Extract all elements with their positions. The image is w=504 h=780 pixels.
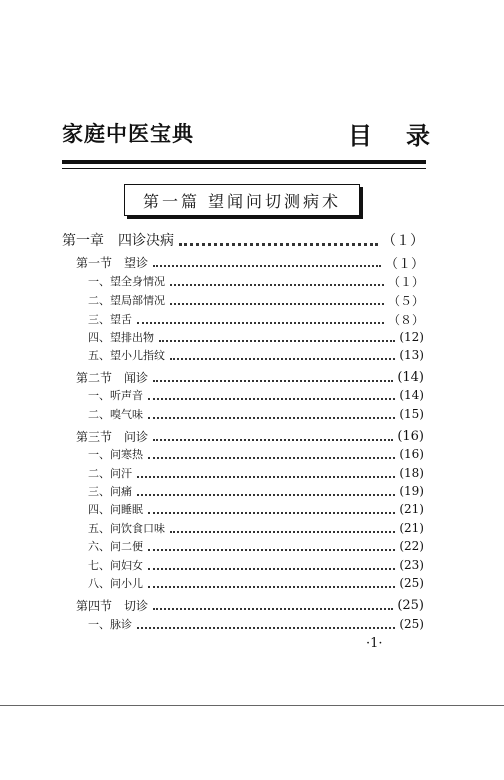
toc-entry-page: (25) xyxy=(399,576,424,590)
toc-leader-dots xyxy=(148,415,395,419)
page-heading-second-char: 录 xyxy=(406,122,430,150)
toc-entry-page: (16) xyxy=(397,428,424,444)
toc-leader-dots xyxy=(137,492,395,496)
toc-entry-item xyxy=(88,290,424,310)
toc-entry-item xyxy=(88,481,424,501)
toc-leader-dots xyxy=(148,547,395,551)
toc-entry-label: 八、问小儿 xyxy=(88,577,143,590)
toc-entry-label: 第一章 四诊决病 xyxy=(62,233,174,249)
toc-entry-page: (15) xyxy=(399,407,424,421)
toc-leader-dots xyxy=(137,320,384,324)
toc-entry-page: (21) xyxy=(399,521,424,535)
toc-entry-section xyxy=(76,252,424,272)
toc-entry-page: (16) xyxy=(399,447,424,461)
toc-entry-section xyxy=(76,367,424,387)
toc-entry-chapter xyxy=(62,230,424,250)
toc-leader-dots xyxy=(148,584,395,588)
toc-entry-page: （１） xyxy=(382,233,424,249)
toc-leader-dots xyxy=(179,240,378,246)
toc-entry-label: 五、问饮食口味 xyxy=(88,522,165,535)
toc-entry-section xyxy=(76,426,424,446)
toc-entry-page: (14) xyxy=(397,369,424,385)
toc-entry-item xyxy=(88,573,424,593)
toc-entry-page: (25) xyxy=(397,597,424,613)
toc-entry-label: 三、问痛 xyxy=(88,485,132,498)
toc-entry-item xyxy=(88,309,424,329)
book-title: 家庭中医宝典 xyxy=(62,122,194,146)
toc-leader-dots xyxy=(159,338,395,342)
toc-entry-label: 四、望排出物 xyxy=(88,331,154,344)
toc-leader-dots xyxy=(148,455,395,459)
toc-leader-dots xyxy=(170,282,384,286)
toc-entry-label: 一、望全身情况 xyxy=(88,275,165,288)
toc-entry-page: (21) xyxy=(399,502,424,516)
toc-entry-item xyxy=(88,327,424,347)
toc-entry-label: 一、听声音 xyxy=(88,389,143,402)
toc-entry-page: （５） xyxy=(387,293,424,308)
toc-entry-item xyxy=(88,614,424,634)
toc-entry-item xyxy=(88,499,424,519)
toc-entry-item xyxy=(88,463,424,483)
toc-entry-item xyxy=(88,345,424,365)
toc-entry-page: (12) xyxy=(399,330,424,344)
toc-entry-label: 二、问汗 xyxy=(88,467,132,480)
toc-leader-dots xyxy=(170,529,395,533)
toc-entry-page: （１） xyxy=(387,274,424,289)
toc-leader-dots xyxy=(148,566,395,570)
toc-entry-label: 五、望小儿指纹 xyxy=(88,349,165,362)
toc-leader-dots xyxy=(153,378,393,382)
toc-entry-label: 三、望舌 xyxy=(88,313,132,326)
toc-entry-section xyxy=(76,595,424,615)
toc-leader-dots xyxy=(137,474,395,478)
toc-entry-label: 第四节 切诊 xyxy=(76,598,149,613)
bottom-rule xyxy=(0,705,504,706)
toc-entry-label: 二、嗅气味 xyxy=(88,408,143,421)
toc-entry-item xyxy=(88,536,424,556)
toc-entry-page: (25) xyxy=(399,617,424,631)
toc-entry-label: 一、问寒热 xyxy=(88,448,143,461)
toc-entry-item xyxy=(88,518,424,538)
toc-entry-label: 二、望局部情况 xyxy=(88,294,165,307)
toc-leader-dots xyxy=(137,625,395,629)
toc-entry-page: (13) xyxy=(399,348,424,362)
toc-entry-label: 第一节 望诊 xyxy=(76,255,149,270)
toc-entry-item xyxy=(88,444,424,464)
toc-leader-dots xyxy=(148,510,395,514)
toc-entry-item xyxy=(88,404,424,424)
toc-entry-page: (14) xyxy=(399,388,424,402)
toc-entry-page: （８） xyxy=(387,312,424,327)
toc-leader-dots xyxy=(153,263,381,267)
toc-leader-dots xyxy=(170,301,384,305)
toc-entry-label: 第二节 闻诊 xyxy=(76,370,149,385)
toc-entry-label: 七、问妇女 xyxy=(88,559,143,572)
toc-entry-label: 四、问睡眠 xyxy=(88,503,143,516)
toc-entry-page: (23) xyxy=(399,558,424,572)
toc-entry-page: （１） xyxy=(384,256,424,272)
page-number: ·1· xyxy=(366,636,383,651)
toc-leader-dots xyxy=(148,396,395,400)
toc-leader-dots xyxy=(153,437,393,441)
toc-entry-label: 六、问二便 xyxy=(88,540,143,553)
toc-entry-item xyxy=(88,271,424,291)
toc-entry-label: 一、脉诊 xyxy=(88,618,132,631)
toc-entry-page: (18) xyxy=(399,466,424,480)
toc-leader-dots xyxy=(153,606,393,610)
part-title-box: 第一篇 望闻问切测病术 xyxy=(124,184,360,216)
toc-entry-item xyxy=(88,555,424,575)
toc-entry-page: (19) xyxy=(399,484,424,498)
toc-entry-item xyxy=(88,385,424,405)
toc-entry-label: 第三节 问诊 xyxy=(76,429,149,444)
toc-leader-dots xyxy=(170,356,395,360)
page-heading-first-char: 目 xyxy=(348,122,372,150)
toc-entry-page: (22) xyxy=(399,539,424,553)
